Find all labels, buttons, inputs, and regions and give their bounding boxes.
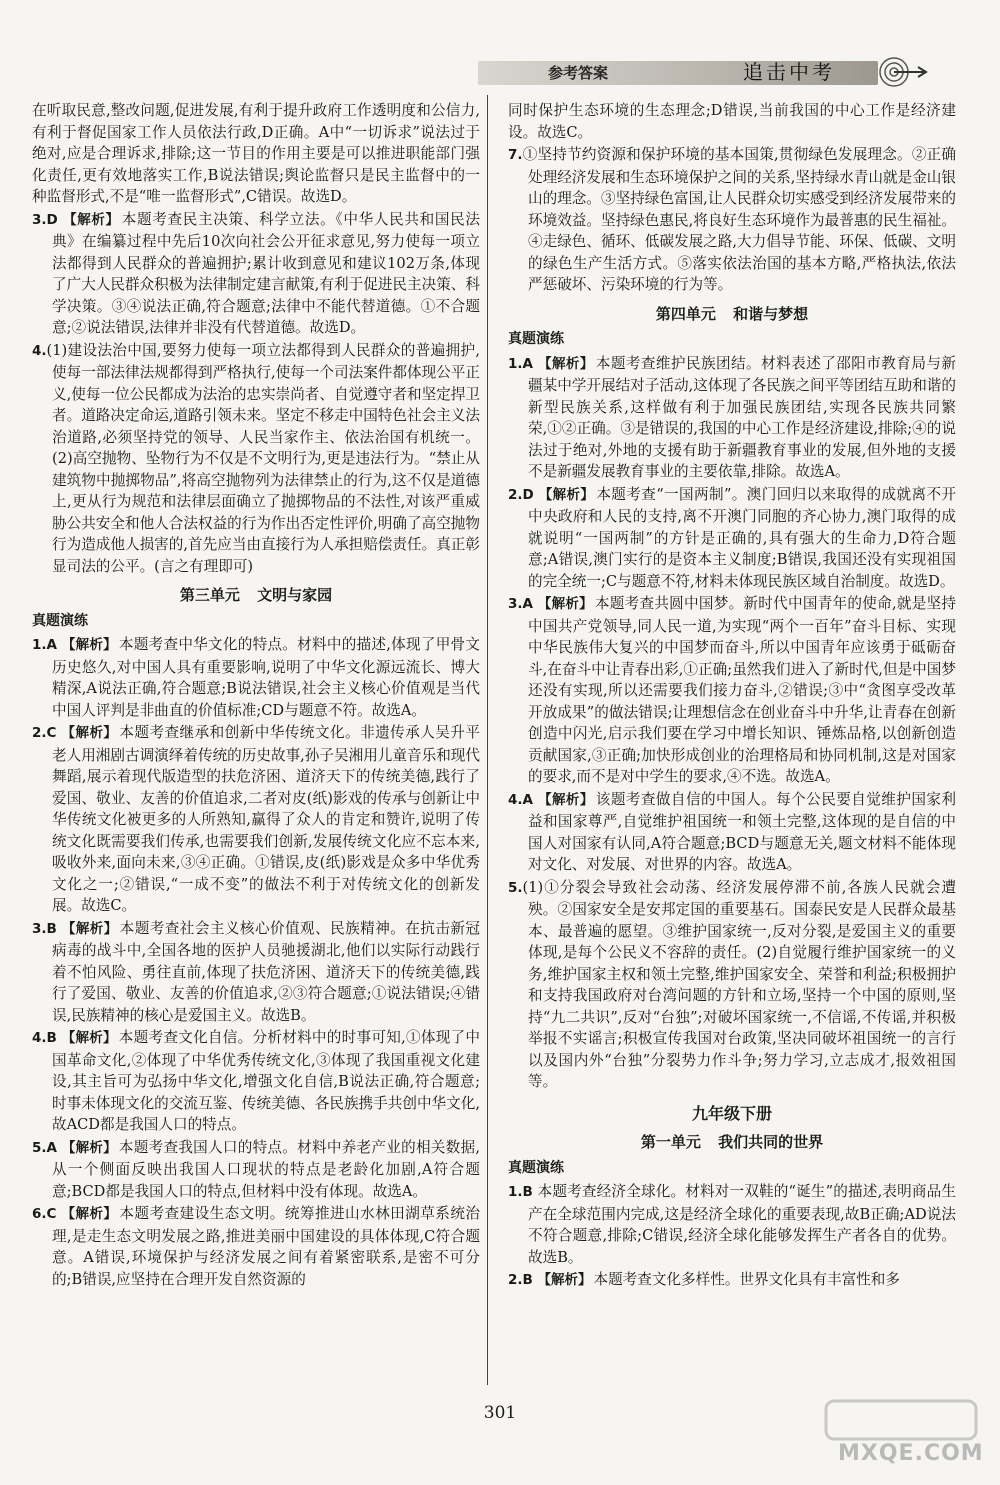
watermark-logo-icon bbox=[818, 1395, 988, 1445]
answer-text: 该题考查做自信的中国人。每个公民要自觉维护国家利益和国家尊严,自觉维护祖国统一和领土完整,这体现的是自信的中国人对国家有认同,A符合题意;BCD与题意无关,题文材料不能体现对文化、对发展、对世界的内容。故选A。 bbox=[528, 790, 956, 873]
analysis-tag: 【解析】 bbox=[61, 637, 117, 653]
item-choice: A bbox=[522, 596, 533, 612]
item-choice: D bbox=[522, 486, 534, 503]
item-number: 2. bbox=[508, 486, 523, 503]
answer-item bbox=[32, 1027, 480, 1136]
answer-text: 本题考查继承和创新中华传统文化。非遗传承人吴升平老人用湘剧古调演绎着传统的历史故事,孙子吴湘用儿童音乐和现代舞蹈,展示着现代版造型的扶危济困、道济天下的传统美德,践行了爱国、敬业、友善的价值追求,二者对皮(纸)影戏的传承与创新让中华传统文化被更多的人所熟知,赢得了众人的肯定和赞许,说明了传统文化既需要我们传承,也需要我们创新,发展传统文化应不忘本来,吸收外来,面向未来,③④正确。①错误,皮(纸)影戏是众多中华优秀文化之一;②错误,“一成不变”的做法不利于对传统文化的创新发展。故选C。 bbox=[52, 724, 480, 914]
book-section-title: 九年级下册 bbox=[691, 1103, 772, 1123]
header-series-name: 追击中考 bbox=[743, 60, 835, 84]
item-choice: B bbox=[522, 1272, 533, 1288]
answer-text: 本题考查维护民族团结。材料表述了邵阳市教育局与新疆某中学开展结对子活动,这体现了各民族之间平等团结互助和谐的新型民族关系,这样做有利于加强民族团结,实现各民族共同繁荣,①②正确。③是错误的,我国的中心工作是经济建设,排除;④的说法过于绝对,外地的支援有助于新疆教育事业的发展,但外地的支援不是新疆发展教育事业的主要依靠,排除。故选A。 bbox=[528, 354, 956, 480]
analysis-tag: 【解析】 bbox=[538, 486, 595, 503]
item-number: 7. bbox=[508, 147, 523, 163]
page-header bbox=[478, 55, 928, 89]
analysis-tag: 【解析】 bbox=[61, 725, 118, 741]
item-number: 1. bbox=[508, 1184, 523, 1200]
answer-item bbox=[508, 1181, 956, 1268]
answer-text: 本题考查经济全球化。材料对一双鞋的“诞生”的描述,表明商品生产在全球范围内完成,这是经济全球化的重要表现,故B正确;AD说法不符合题意,排除;C错误,经济全球化能够发挥生产者各自的优势。故选B。 bbox=[528, 1183, 956, 1266]
column-divider bbox=[487, 95, 488, 1385]
item-number: 5. bbox=[508, 879, 523, 896]
item-choice: D bbox=[46, 211, 58, 228]
item-choice: B bbox=[46, 920, 57, 937]
analysis-tag: 【解析】 bbox=[61, 920, 118, 937]
item-choice: C bbox=[46, 1206, 57, 1222]
item-number: 1. bbox=[32, 637, 47, 653]
answer-item bbox=[508, 877, 956, 1093]
section-label: 真题演练 bbox=[32, 612, 88, 629]
item-choice: B bbox=[522, 1184, 533, 1200]
item-number: 4. bbox=[32, 1030, 47, 1046]
answer-text: 本题考查“一国两制”。澳门回归以来取得的成就离不开中央政府和人民的支持,离不开澳门同胞的齐心协力,澳门取得的成就说明“一国两制”的方针是正确的,具有强大的生命力,D符合题意;A错误,澳门实行的是资本主义制度;B错误,我国还没有实现祖国的完全统一;C与题意不符,材料未体现民族区域自治制度。故选D。 bbox=[528, 485, 957, 590]
watermark-url: MXQE.COM bbox=[838, 1441, 984, 1466]
section-label: 真题演练 bbox=[508, 1159, 564, 1176]
answer-text: (1)建设法治中国,要努力使每一项立法都得到人民群众的普遍拥护,使每一部法律法规都得到严格执行,使每一个司法案件都体现公平正义,使每一位公民都成为法治的忠实崇尚者、自觉遵守者和坚定捍卫者。道路决定命运,道路引领未来。坚定不移走中国特色社会主义法治道路,必须坚持党的领导、人民当家作主、依法治国有机统一。(2)高空抛物、坠物行为不仅是不文明行为,更是违法行为。“禁止从建筑物中抛掷物品”,将高空抛物列为法律禁止的行为,这不仅是道德上,更从行为规范和法律层面确立了抛掷物品的不法性,对该严重威胁公共安全和他人合法权益的行为作出否定性评价,明确了高空抛物行为造成他人损害的,首先应当由直接行为人承担赔偿责任。真正彰显司法的公平。(言之有理即可) bbox=[46, 341, 480, 575]
item-choice: A bbox=[46, 637, 57, 653]
item-number: 6. bbox=[32, 1206, 47, 1222]
item-number: 2. bbox=[508, 1272, 523, 1288]
item-choice: C bbox=[46, 725, 57, 741]
answer-text: 本题考查社会主义核心价值观、民族精神。在抗击新冠病毒的战斗中,全国各地的医护人员驰援湖北,他们以实际行动践行着不怕风险、勇往直前,体现了扶危济困、道济天下的传统美德,践行了爱国、敬业、友善的价值追求,②③符合题意;①说法错误;④错误,民族精神的核心是爱国主义。故选B。 bbox=[52, 919, 480, 1024]
answer-item bbox=[32, 918, 480, 1027]
item-number: 3. bbox=[32, 920, 47, 937]
item-number: 5. bbox=[32, 1139, 47, 1156]
item-number: 2. bbox=[32, 725, 47, 741]
analysis-tag: 【解析】 bbox=[61, 1206, 118, 1222]
answer-item bbox=[32, 1137, 480, 1203]
answer-item bbox=[508, 1269, 956, 1292]
page-number: 301 bbox=[483, 1403, 517, 1423]
answer-item bbox=[32, 1203, 480, 1290]
answer-text: 本题考查文化多样性。世界文化具有丰富性和多 bbox=[593, 1271, 900, 1288]
target-arrow-icon bbox=[876, 55, 928, 89]
header-answers-label: 参考答案 bbox=[548, 64, 609, 82]
answer-item bbox=[508, 484, 956, 593]
answer-text: 本题考查文化自信。分析材料中的时事可知,①体现了中国革命文化,②体现了中华优秀传统文化,③体现了我国重视文化建设,其主旨可为弘扬中华文化,增强文化自信,B说法正确,符合题意;时事未体现文化的交流互鉴、传统美德、各民族携手共创中华文化,故ACD都是我国人口的特点。 bbox=[52, 1029, 480, 1133]
item-number: 1. bbox=[508, 355, 523, 372]
answer-text: 本题考查中华文化的特点。材料中的描述,体现了甲骨文历史悠久,对中国人具有重要影响,说明了中华文化源远流长、博大精深,A说法正确,符合题意;B说法错误,社会主义核心价值观是当代中国人评判是非曲直的价值标准;CD与题意不符。故选A。 bbox=[52, 636, 480, 719]
analysis-tag: 【解析】 bbox=[537, 596, 593, 612]
watermark bbox=[818, 1395, 988, 1475]
item-choice: A bbox=[522, 791, 533, 808]
answer-item bbox=[508, 144, 956, 296]
unit-title: 第一单元 我们共同的世界 bbox=[640, 1133, 824, 1151]
analysis-tag: 【解析】 bbox=[537, 1272, 592, 1288]
answer-text: 本题考查共圆中国梦。新时代中国青年的使命,就是坚持中国共产党领导,同人民一道,为实现“两个一百年”奋斗目标、实现中华民族伟大复兴的中国梦而奋斗,所以中国青年应该勇于砥砺奋斗,在奋斗中让青春出彩,①正确;虽然我们进入了新时代,但是中国梦还没有实现,所以还需要我们接力奋斗,②错误;③中“贪图享受改革开放成果”的做法错误;让理想信念在创业奋斗中升华,让青春在创新创造中闪光,启示我们要在学习中增长知识、锤炼品格,以创新创造贡献国家,③正确;加快形成创业的治理格局和协同机制,这是对国家的要求,而不是对中学生的要求,④不选。故选A。 bbox=[528, 595, 956, 785]
item-number: 3. bbox=[32, 211, 47, 228]
answer-continuation bbox=[32, 100, 480, 208]
item-number: 4. bbox=[32, 342, 47, 359]
item-number: 4. bbox=[508, 791, 523, 808]
item-choice: A bbox=[46, 1139, 57, 1156]
item-number: 3. bbox=[508, 596, 523, 612]
analysis-tag: 【解析】 bbox=[61, 1030, 117, 1046]
section-label: 真题演练 bbox=[508, 331, 564, 347]
item-choice: A bbox=[522, 355, 533, 372]
analysis-tag: 【解析】 bbox=[61, 1139, 117, 1156]
answer-text: 本题考查我国人口的特点。材料中养老产业的相关数据,从一个侧面反映出我国人口现状的特点是老龄化加剧,A符合题意;BCD都是我国人口的特点,但材料中没有体现。故选A。 bbox=[52, 1138, 480, 1200]
right-column bbox=[508, 100, 956, 1293]
answer-text: 同时保护生态环境的生态理念;D错误,当前我国的中心工作是经济建设。故选C。 bbox=[508, 102, 956, 141]
left-column bbox=[32, 100, 480, 1291]
answer-text: 本题考查建设生态文明。统筹推进山水林田湖草系统治理,是走生态文明发展之路,推进美丽中国建设的具体体现,C符合题意。A错误,环境保护与经济发展之间有着紧密联系,是密不可分的;B错误,应坚持在合理开发自然资源的 bbox=[52, 1205, 480, 1288]
unit-title: 第三单元 文明与家园 bbox=[179, 586, 333, 604]
answer-text: (1)①分裂会导致社会动荡、经济发展停滞不前,各族人民就会遭殃。②国家安全是安邦定国的重要基石。国泰民安是人民群众最基本、最普遍的愿望。③维护国家统一,反对分裂,是爱国主义的重要体现,是每个公民义不容辞的责任。(2)自觉履行维护国家统一的义务,维护国家主权和领土完整,维护国家安全、荣誉和利益;积极拥护和支持我国政府对台湾问题的方针和立场,坚持一个中国的原则,坚持“九二共识”,反对“台独”;对破坏国家统一,不信谣,不传谣,并积极举报不实谣言;积极宣传我国对台政策,坚决同破坏祖国统一的言行以及国内外“台独”分裂势力作斗争;努力学习,立志成才,报效祖国等。 bbox=[522, 878, 956, 1090]
answer-text: 在听取民意,整改问题,促进发展,有利于提升政府工作透明度和公信力,有利于督促国家工作人员依法行政,D正确。A中“一切诉求”说法过于绝对,应是合理诉求,排除;这一节目的作用主要是可以推进职能部门强化责任,更有效地落实工作,B说法错误;舆论监督只是民主监督中的一种监督形式,不是“唯一监督形式”,C错误。故选D。 bbox=[32, 102, 480, 205]
item-choice: B bbox=[46, 1030, 57, 1046]
answer-item bbox=[32, 722, 480, 917]
answer-item bbox=[32, 634, 480, 721]
answer-continuation bbox=[508, 100, 956, 143]
answer-text: ①坚持节约资源和保护环境的基本国策,贯彻绿色发展理念。②正确处理经济发展和生态环境保护之间的关系,坚持绿水青山就是金山银山的理念。③坚持绿色富国,让人民群众切实感受到经济发展带来的环境效益。坚持绿色惠民,将良好生态环境作为最普惠的民生福祉。④走绿色、循环、低碳发展之路,大力倡导节能、环保、低碳、文明的绿色生产生活方式。⑤落实依法治国的基本方略,严格执法,依法严惩破坏、污染环境的行为等。 bbox=[522, 146, 956, 293]
answer-item bbox=[508, 593, 956, 788]
answer-item bbox=[32, 340, 480, 578]
unit-title: 第四单元 和谐与梦想 bbox=[655, 304, 809, 323]
analysis-tag: 【解析】 bbox=[63, 211, 120, 228]
analysis-tag: 【解析】 bbox=[538, 791, 594, 808]
analysis-tag: 【解析】 bbox=[538, 355, 594, 372]
answer-item bbox=[508, 789, 956, 876]
answer-text: 本题考查民主决策、科学立法。《中华人民共和国民法典》在编纂过程中先后10次向社会公开征求意见,努力使每一项立法都得到人民群众的普遍拥护;累计收到意见和建议102万条,体现了广大人民群众积极为法律制定建言献策,有利于促进民主决策、科学决策。③④说法正确,符合题意;法律中不能代替道德。①不合题意;②说法错误,法律并非没有代替道德。故选D。 bbox=[52, 210, 481, 336]
answer-item bbox=[32, 209, 480, 339]
answer-item bbox=[508, 353, 956, 483]
